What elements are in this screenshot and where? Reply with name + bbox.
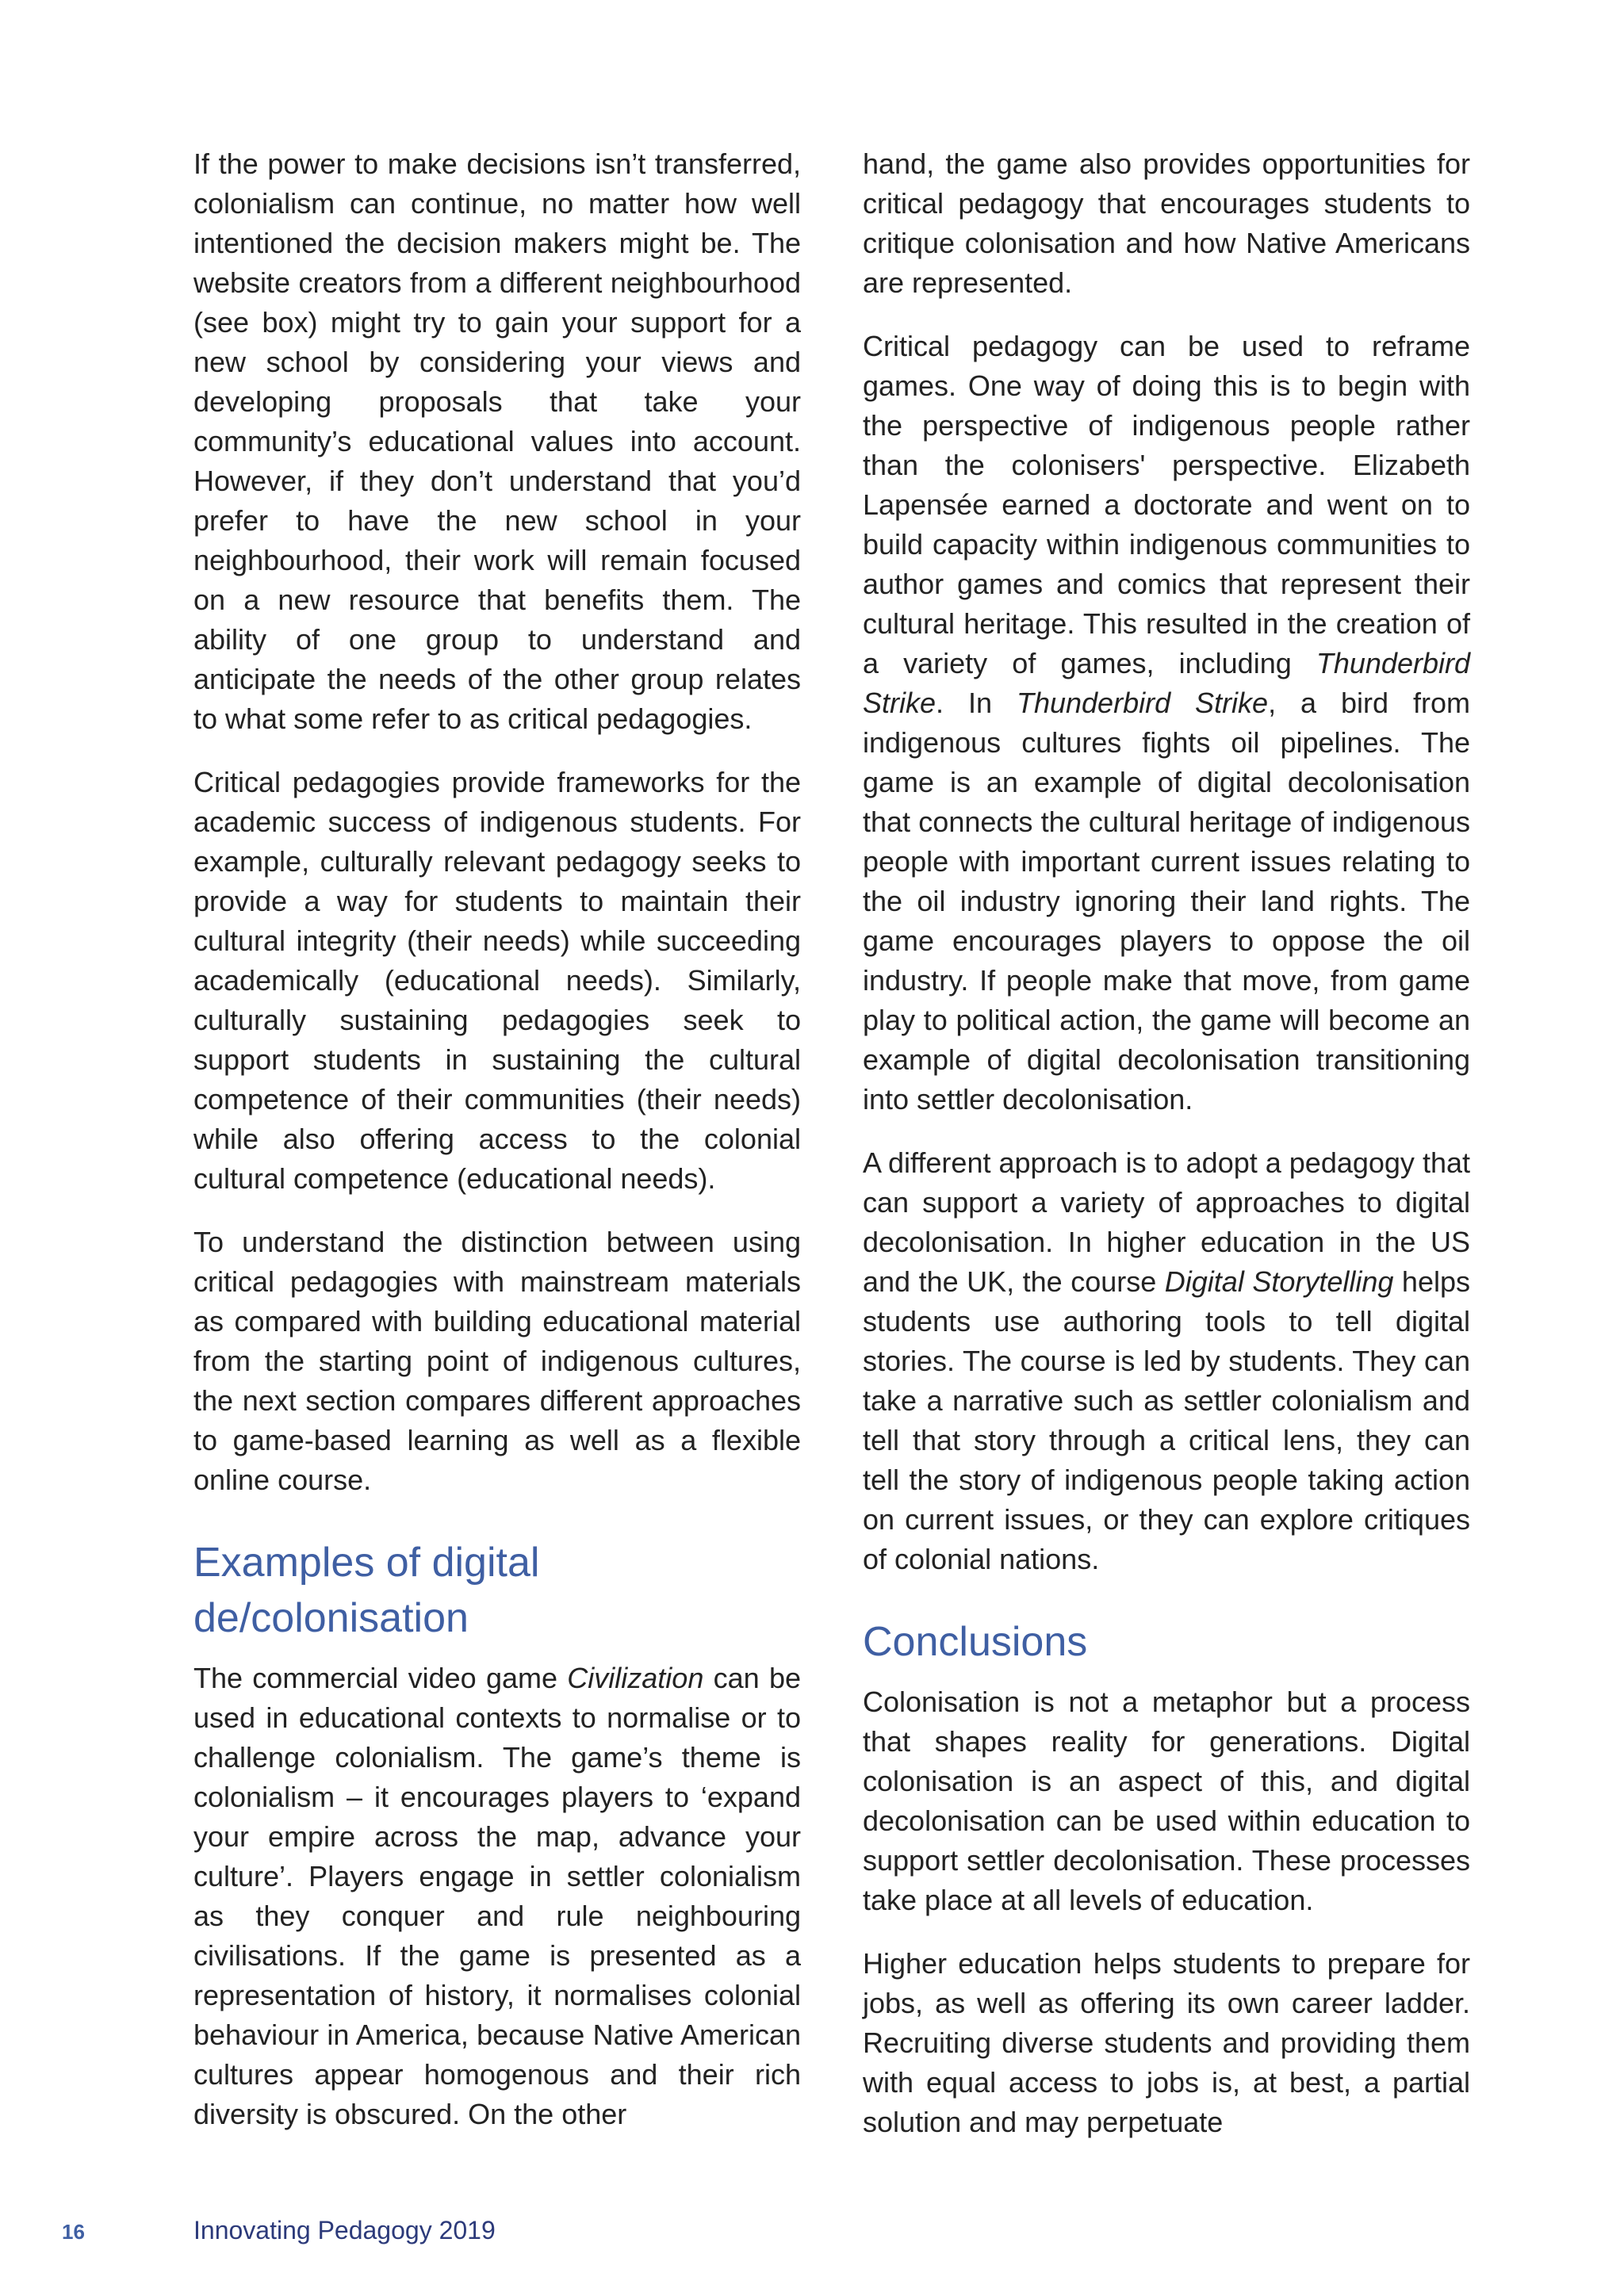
paragraph: If the power to make decisions isn’t transferred, colonialism can continue, no matter how well intentioned the decision makers might be. The website creators from a different neighbourhood (see box) might try to gain your support for a new school by considering your views and developing proposals that take your community’s educational values into account. However, if they don’t understand that you’d prefer to have the new school in your neighbourhood, their work will remain focused on a new resource that benefits them. The ability of one group to understand and anticipate the needs of the other group relates to what some refer to as critical pedagogies. <box>193 147 801 735</box>
paragraph: Colonisation is not a metaphor but a process that shapes reality for generations. Digital colonisation is an aspect of this, and digital decolonisation can be used within education to support settler decolonisation. These processes take place at all levels of education. <box>863 1686 1470 1916</box>
page-number: 16 <box>62 2220 85 2244</box>
section-heading: Examples of digital de/colonisation <box>193 1540 540 1641</box>
paragraph <box>193 1659 801 2134</box>
text-run: The commercial video game <box>193 1662 568 1694</box>
course-title: Digital Storytelling <box>1164 1265 1394 1298</box>
game-title: Thunderbird Strike <box>1016 687 1269 719</box>
game-title: Civilization <box>567 1662 704 1694</box>
right-column <box>863 144 1470 2166</box>
text-run: . In <box>936 687 1017 719</box>
text-run: can be used in educational contexts to normalise or to challenge colonialism. The game’s theme is colonialism – it encourages players to ‘expand your empire across the map, advance your culture’. Players engage in settler colonialism as they conquer and rule neighbouring civilisations. If the game is presented as a representation of history, it normalises colonial behaviour in America, because Native American cultures appear homogenous and their rich diversity is obscured. On the other <box>193 1662 802 2130</box>
text-run: helps students use authoring tools to tell digital stories. The course is led by students. They can take a narrative such as settler colonialism and tell that story through a critical lens, they can tell the story of indigenous people taking action on current issues, or they can explore critiques of colonial nations. <box>863 1265 1470 1575</box>
paragraph: To understand the distinction between using critical pedagogies with mainstream materials as compared with building educational material from the starting point of indigenous cultures, the next section compares different approaches to game-based learning as well as a flexible online course. <box>193 1226 801 1496</box>
section-heading: Conclusions <box>863 1619 1088 1665</box>
text-run: A different approach is to adopt a pedagogy that can support a variety of approaches to digital decolonisation. In higher education in the US and the UK, the course <box>863 1146 1470 1298</box>
publication-title: Innovating Pedagogy 2019 <box>193 2216 496 2244</box>
left-column <box>193 144 801 2158</box>
paragraph <box>863 1143 1470 1579</box>
paragraph: Critical pedagogies provide frameworks for the academic success of indigenous students. For example, culturally relevant pedagogy seeks to provide a way for students to maintain their cultural integrity (their needs) while succeeding academically (educational needs). Similarly, culturally sustaining pedagogies seek to support students in sustaining the cultural competence of their communities (their needs) while also offering access to the colonial cultural competence (educational needs). <box>193 766 801 1195</box>
paragraph: hand, the game also provides opportunities for critical pedagogy that encourages students to critique colonisation and how Native Americans are represented. <box>863 147 1470 299</box>
paragraph <box>863 327 1470 1119</box>
paragraph: Higher education helps students to prepare for jobs, as well as offering its own career ladder. Recruiting diverse students and providing them with equal access to jobs is, at best, a partial solution and may perpetuate <box>863 1947 1470 2138</box>
text-run: , a bird from indigenous cultures fights oil pipelines. The game is an example of digital decolonisation that connects the cultural heritage of indigenous people with important current issues relating to the oil industry ignoring their land rights. The game encourages players to oppose the oil industry. If people make that move, from game play to political action, the game will become an example of digital decolonisation transitioning into settler decolonisation. <box>863 687 1471 1115</box>
text-run: Critical pedagogy can be used to reframe games. One way of doing this is to begin with the perspective of indigenous people rather than the colonisers' perspective. Elizabeth Lapensée earned a doctorate and went on to build capacity within indigenous communities to author games and comics that represent their cultural heritage. This resulted in the creation of a variety of games, including <box>863 330 1470 679</box>
game-title: Thunderbird Strike <box>863 647 1470 719</box>
